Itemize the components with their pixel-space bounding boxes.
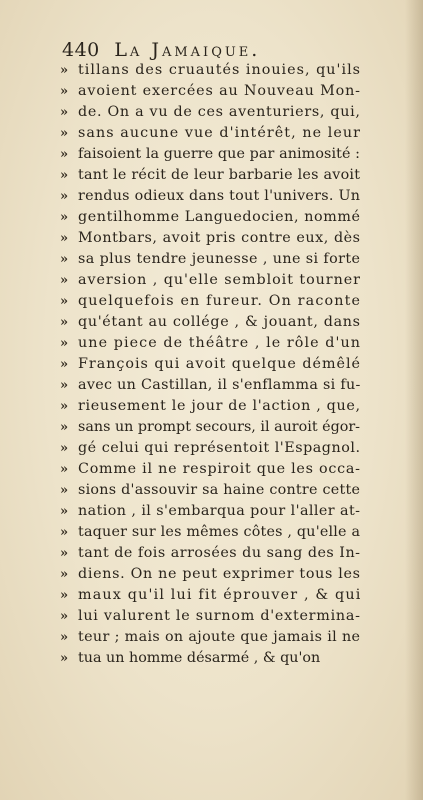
text-line [60,249,360,270]
line-text: de. On a vu de ces aventuriers, qui, [78,104,361,120]
line-text: lui valurent le surnom d'extermina- [78,608,361,624]
text-line [60,207,360,228]
text-line [60,438,360,459]
text-line [60,396,360,417]
guillemet-mark: » [60,147,69,162]
guillemet-mark: » [60,168,69,183]
line-text: gé celui qui représentoit l'Espagnol. [78,440,361,456]
body-text [60,60,360,669]
guillemet-mark: » [60,399,69,414]
guillemet-mark: » [60,609,69,624]
guillemet-mark: » [60,231,69,246]
text-line [60,585,360,606]
text-line [60,375,360,396]
guillemet-mark: » [60,315,69,330]
text-line [60,81,360,102]
guillemet-mark: » [60,420,69,435]
text-line [60,123,360,144]
line-text: sans un prompt secours, il auroit égor- [78,419,360,435]
line-text: maux qu'il lui fit éprouver , & qui [78,587,362,603]
guillemet-mark: » [60,357,69,372]
text-line [60,543,360,564]
guillemet-mark: » [60,651,69,666]
running-title: La Jamaique. [114,39,261,61]
line-text: sions d'assouvir sa haine contre cette [78,482,361,498]
guillemet-mark: » [60,525,69,540]
text-line [60,333,360,354]
text-line [60,270,360,291]
page-header [62,38,362,62]
guillemet-mark: » [60,588,69,603]
line-text: diens. On ne peut exprimer tous les [78,566,361,582]
guillemet-mark: » [60,567,69,582]
line-text: une piece de théâtre , le rôle d'un [78,335,362,351]
text-line [60,417,360,438]
line-text: avoient exercées au Nouveau Mon- [78,83,361,99]
page-edge-shadow [405,0,423,800]
text-line [60,102,360,123]
text-line [60,165,360,186]
line-text: nation , il s'embarqua pour l'aller at- [78,503,361,519]
guillemet-mark: » [60,252,69,267]
text-line [60,480,360,501]
text-line [60,312,360,333]
guillemet-mark: » [60,462,69,477]
text-line [60,501,360,522]
text-line [60,186,360,207]
line-text: qu'étant au collége , & jouant, dans [78,314,361,330]
line-text: aversion , qu'elle sembloit tourner [78,272,361,288]
text-line [60,144,360,165]
line-text: tant le récit de leur barbarie les avoit [78,167,361,183]
guillemet-mark: » [60,504,69,519]
guillemet-mark: » [60,210,69,225]
guillemet-mark: » [60,546,69,561]
text-line [60,522,360,543]
page-number: 440 [62,39,100,61]
line-text: rieusement le jour de l'action , que, [78,398,361,414]
text-line [60,627,360,648]
line-text: Montbars, avoit pris contre eux, dès [78,230,361,246]
line-text: tua un homme désarmé , & qu'on [78,650,321,666]
line-text: gentilhomme Languedocien, nommé [78,209,361,225]
line-text: sans aucune vue d'intérêt, ne leur [78,125,362,141]
guillemet-mark: » [60,273,69,288]
line-text: tant de fois arrosées du sang des In- [78,545,361,561]
guillemet-mark: » [60,441,69,456]
guillemet-mark: » [60,378,69,393]
guillemet-mark: » [60,84,69,99]
line-text: Comme il ne respiroit que les occa- [78,461,361,477]
guillemet-mark: » [60,126,69,141]
guillemet-mark: » [60,63,69,78]
guillemet-mark: » [60,483,69,498]
text-line [60,606,360,627]
guillemet-mark: » [60,105,69,120]
text-line [60,60,360,81]
line-text: teur ; mais on ajoute que jamais il ne [78,629,361,645]
guillemet-mark: » [60,336,69,351]
guillemet-mark: » [60,189,69,204]
text-line [60,459,360,480]
text-line [60,648,360,669]
guillemet-mark: » [60,294,69,309]
guillemet-mark: » [60,630,69,645]
text-line [60,564,360,585]
line-text: avec un Castillan, il s'enflamma si fu- [78,377,361,393]
line-text: François qui avoit quelque démêlé [78,356,361,372]
line-text: rendus odieux dans tout l'univers. Un [78,188,361,204]
line-text: tillans des cruautés inouies, qu'ils [78,62,362,78]
line-text: quelquefois en fureur. On raconte [78,293,362,309]
text-line [60,354,360,375]
text-line [60,291,360,312]
line-text: faisoient la guerre que par animosité : [78,146,361,162]
text-line [60,228,360,249]
line-text: sa plus tendre jeunesse , une si forte [78,251,361,267]
line-text: taquer sur les mêmes côtes , qu'elle a [78,524,361,540]
